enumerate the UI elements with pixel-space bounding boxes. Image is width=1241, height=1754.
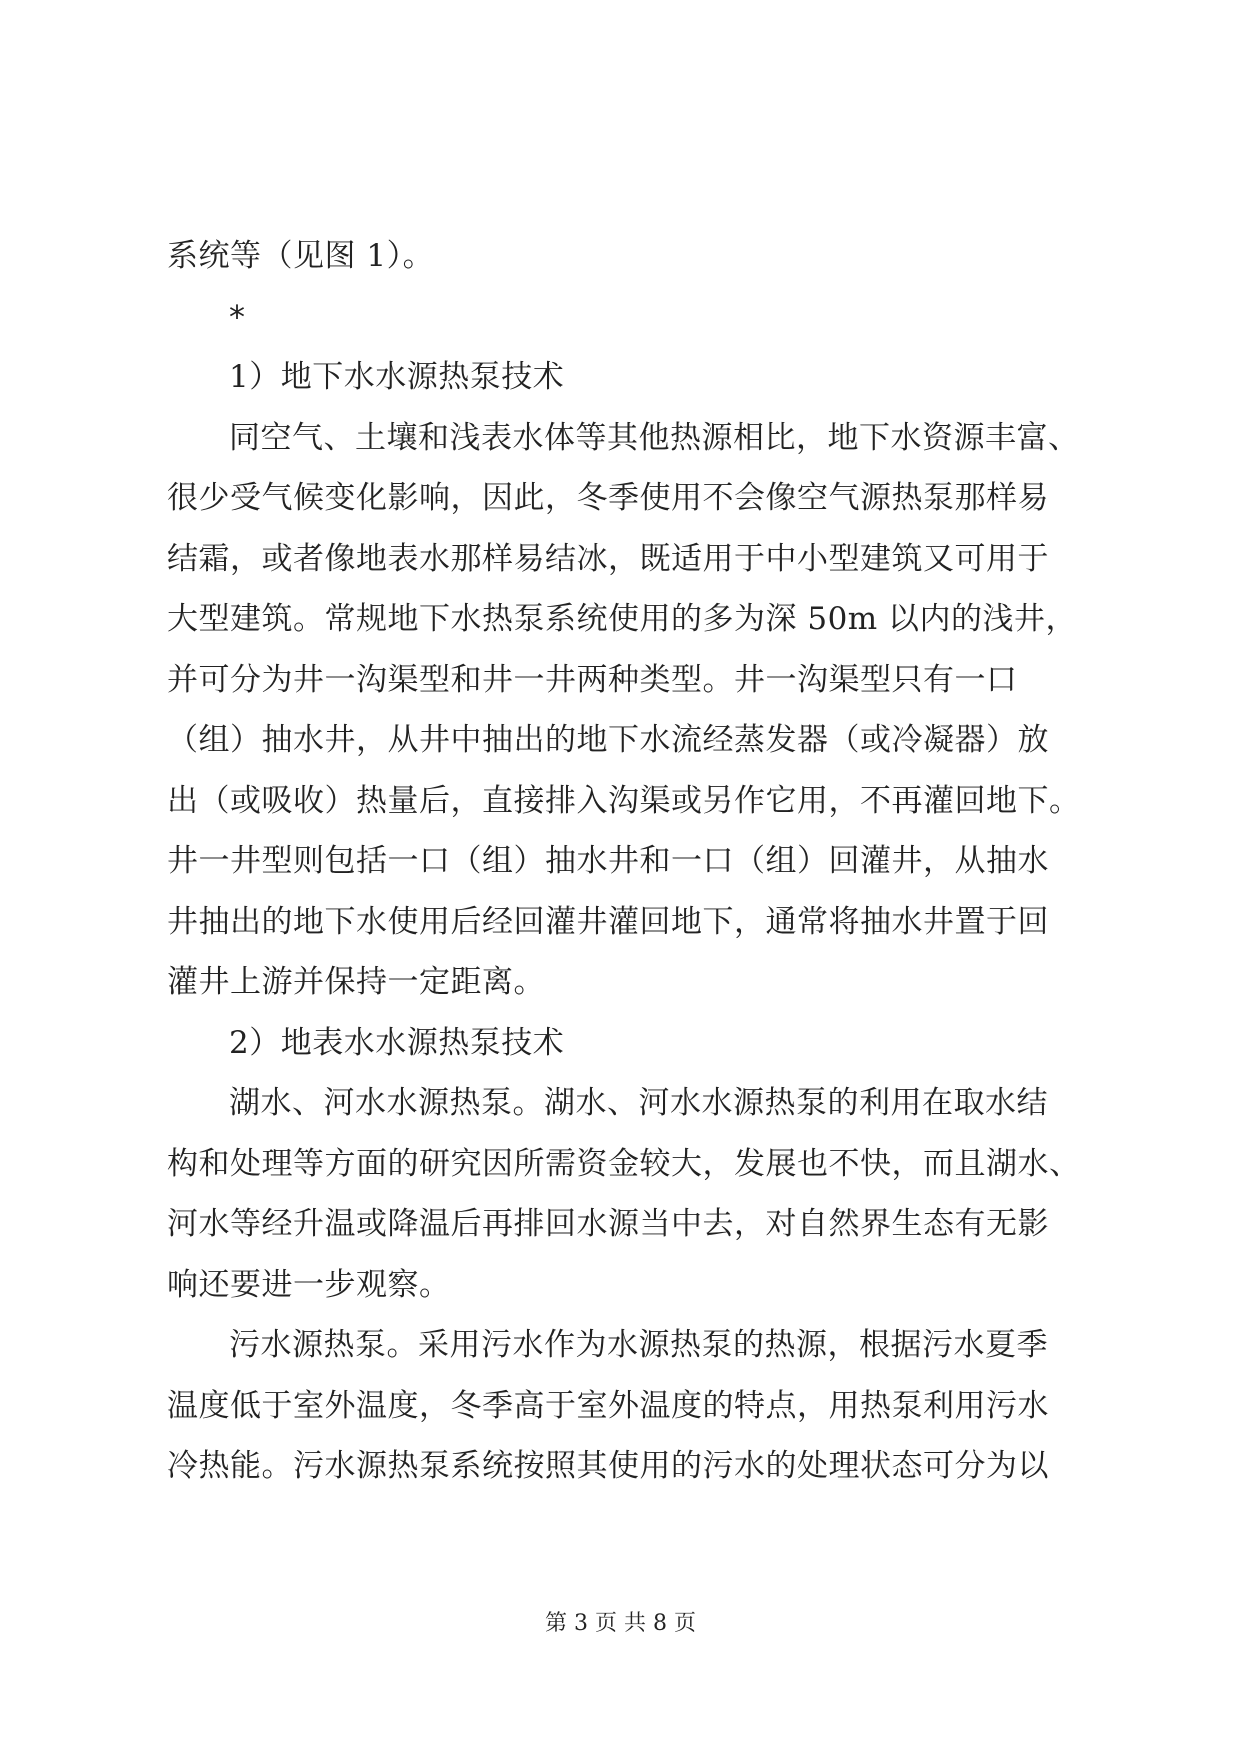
page-footer: 第 3 页 共 8 页: [545, 1611, 696, 1636]
text-line: 出（或吸收）热量后，直接排入沟渠或另作它用，不再灌回地下。: [167, 782, 1081, 819]
text-line: 井一井型则包括一口（组）抽水井和一口（组）回灌井，从抽水: [167, 843, 1049, 879]
text-line: 同空气、土壤和浅表水体等其他热源相比，地下水资源丰富、: [229, 419, 1080, 456]
text-line: 河水等经升温或降温后再排回水源当中去，对自然界生态有无影: [167, 1206, 1049, 1242]
text-line: *: [229, 297, 246, 336]
text-line: 湖水、河水水源热泵。湖水、河水水源热泵的利用在取水结: [229, 1085, 1048, 1121]
text-line: 灌井上游并保持一定距离。: [167, 964, 545, 1000]
text-line: 响还要进一步观察。: [167, 1266, 451, 1303]
text-line: 1）地下水水源热泵技术: [229, 359, 565, 395]
text-line: 构和处理等方面的研究因所需资金较大，发展也不快，而且湖水、: [167, 1145, 1081, 1182]
document-body: [167, 226, 1087, 1497]
text-line: 井抽出的地下水使用后经回灌井灌回地下，通常将抽水井置于回: [167, 903, 1049, 940]
text-line: 并可分为井一沟渠型和井一井两种类型。井一沟渠型只有一口: [167, 661, 1018, 698]
text-line: 温度低于室外温度，冬季高于室外温度的特点，用热泵利用污水: [167, 1387, 1049, 1424]
text-line: 污水源热泵。采用污水作为水源热泵的热源，根据污水夏季: [229, 1327, 1048, 1363]
text-line: 结霜，或者像地表水那样易结冰，既适用于中小型建筑又可用于: [167, 540, 1049, 577]
text-line: （组）抽水井，从井中抽出的地下水流经蒸发器（或冷凝器）放: [167, 722, 1049, 758]
text-line: 2）地表水水源热泵技术: [229, 1024, 565, 1061]
text-line: 冷热能。污水源热泵系统按照其使用的污水的处理状态可分为以: [167, 1448, 1049, 1484]
text-line: 系统等（见图 1）。: [167, 238, 435, 274]
text-line: 很少受气候变化影响，因此，冬季使用不会像空气源热泵那样易: [167, 480, 1049, 516]
text-line: 大型建筑。常规地下水热泵系统使用的多为深 50m 以内的浅井，: [167, 601, 1078, 637]
